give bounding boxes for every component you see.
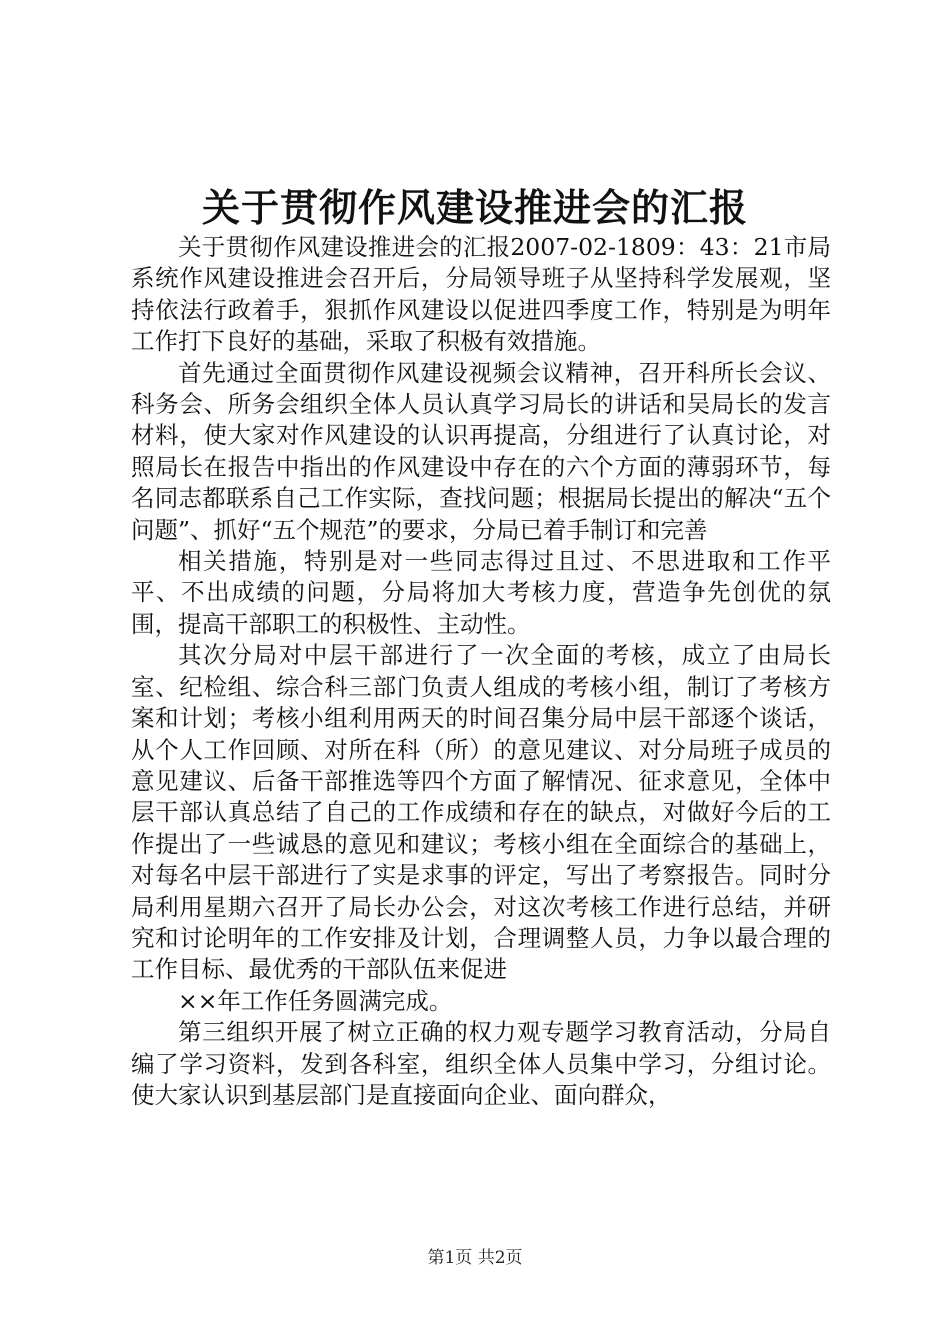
paragraph-1: 关于贯彻作风建设推进会的汇报2007-02-1809：43：21市局系统作风建设推进会召开后，分局领导班子从坚持科学发展观，坚持依法行政着手，狠抓作风建设以促进四季度工作，特别是为明年工作打下良好的基础，采取了积极有效措施。 [131,233,831,356]
document-body [131,232,831,1111]
paragraph-3: 相关措施，特别是对一些同志得过且过、不思进取和工作平平、不出成绩的问题，分局将加大考核力度，营造争先创优的氛围，提高干部职工的积极性、主动性。 [131,547,831,638]
page-footer: 第1页 共2页 [427,1248,523,1268]
document-title: 关于贯彻作风建设推进会的汇报 [201,185,748,230]
paragraph-4: 其次分局对中层干部进行了一次全面的考核，成立了由局长室、纪检组、综合科三部门负责人组成的考核小组，制订了考核方案和计划；考核小组利用两天的时间召集分局中层干部逐个谈话，从个人工作回顾、对所在科（所）的意见建议、对分局班子成员的意见建议、后备干部推选等四个方面了解情况、征求意见，全体中层干部认真总结了自己的工作成绩和存在的缺点，对做好今后的工作提出了一些诚恳的意见和建议；考核小组在全面综合的基础上，对每名中层干部进行了实是求事的评定，写出了考察报告。同时分局利用星期六召开了局长办公会，对这次考核工作进行总结，并研究和讨论明年的工作安排及计划，合理调整人员，力争以最合理的工作目标、最优秀的干部队伍来促进 [131,641,831,984]
paragraph-5: ××年工作任务圆满完成。 [178,986,453,1015]
paragraph-2: 首先通过全面贯彻作风建设视频会议精神，召开科所长会议、科务会、所务会组织全体人员认真学习局长的讲话和吴局长的发言材料，使大家对作风建设的认识再提高，分组进行了认真讨论，对照局长在报告中指出的作风建设中存在的六个方面的薄弱环节，每名同志都联系自己工作实际，查找问题；根据局长提出的解决“五个问题”、抓好“五个规范”的要求，分局已着手制订和完善 [131,358,831,544]
paragraph-6: 第三组织开展了树立正确的权力观专题学习教育活动，分局自编了学习资料，发到各科室，组织全体人员集中学习，分组讨论。使大家认识到基层部门是直接面向企业、面向群众， [131,1018,831,1109]
